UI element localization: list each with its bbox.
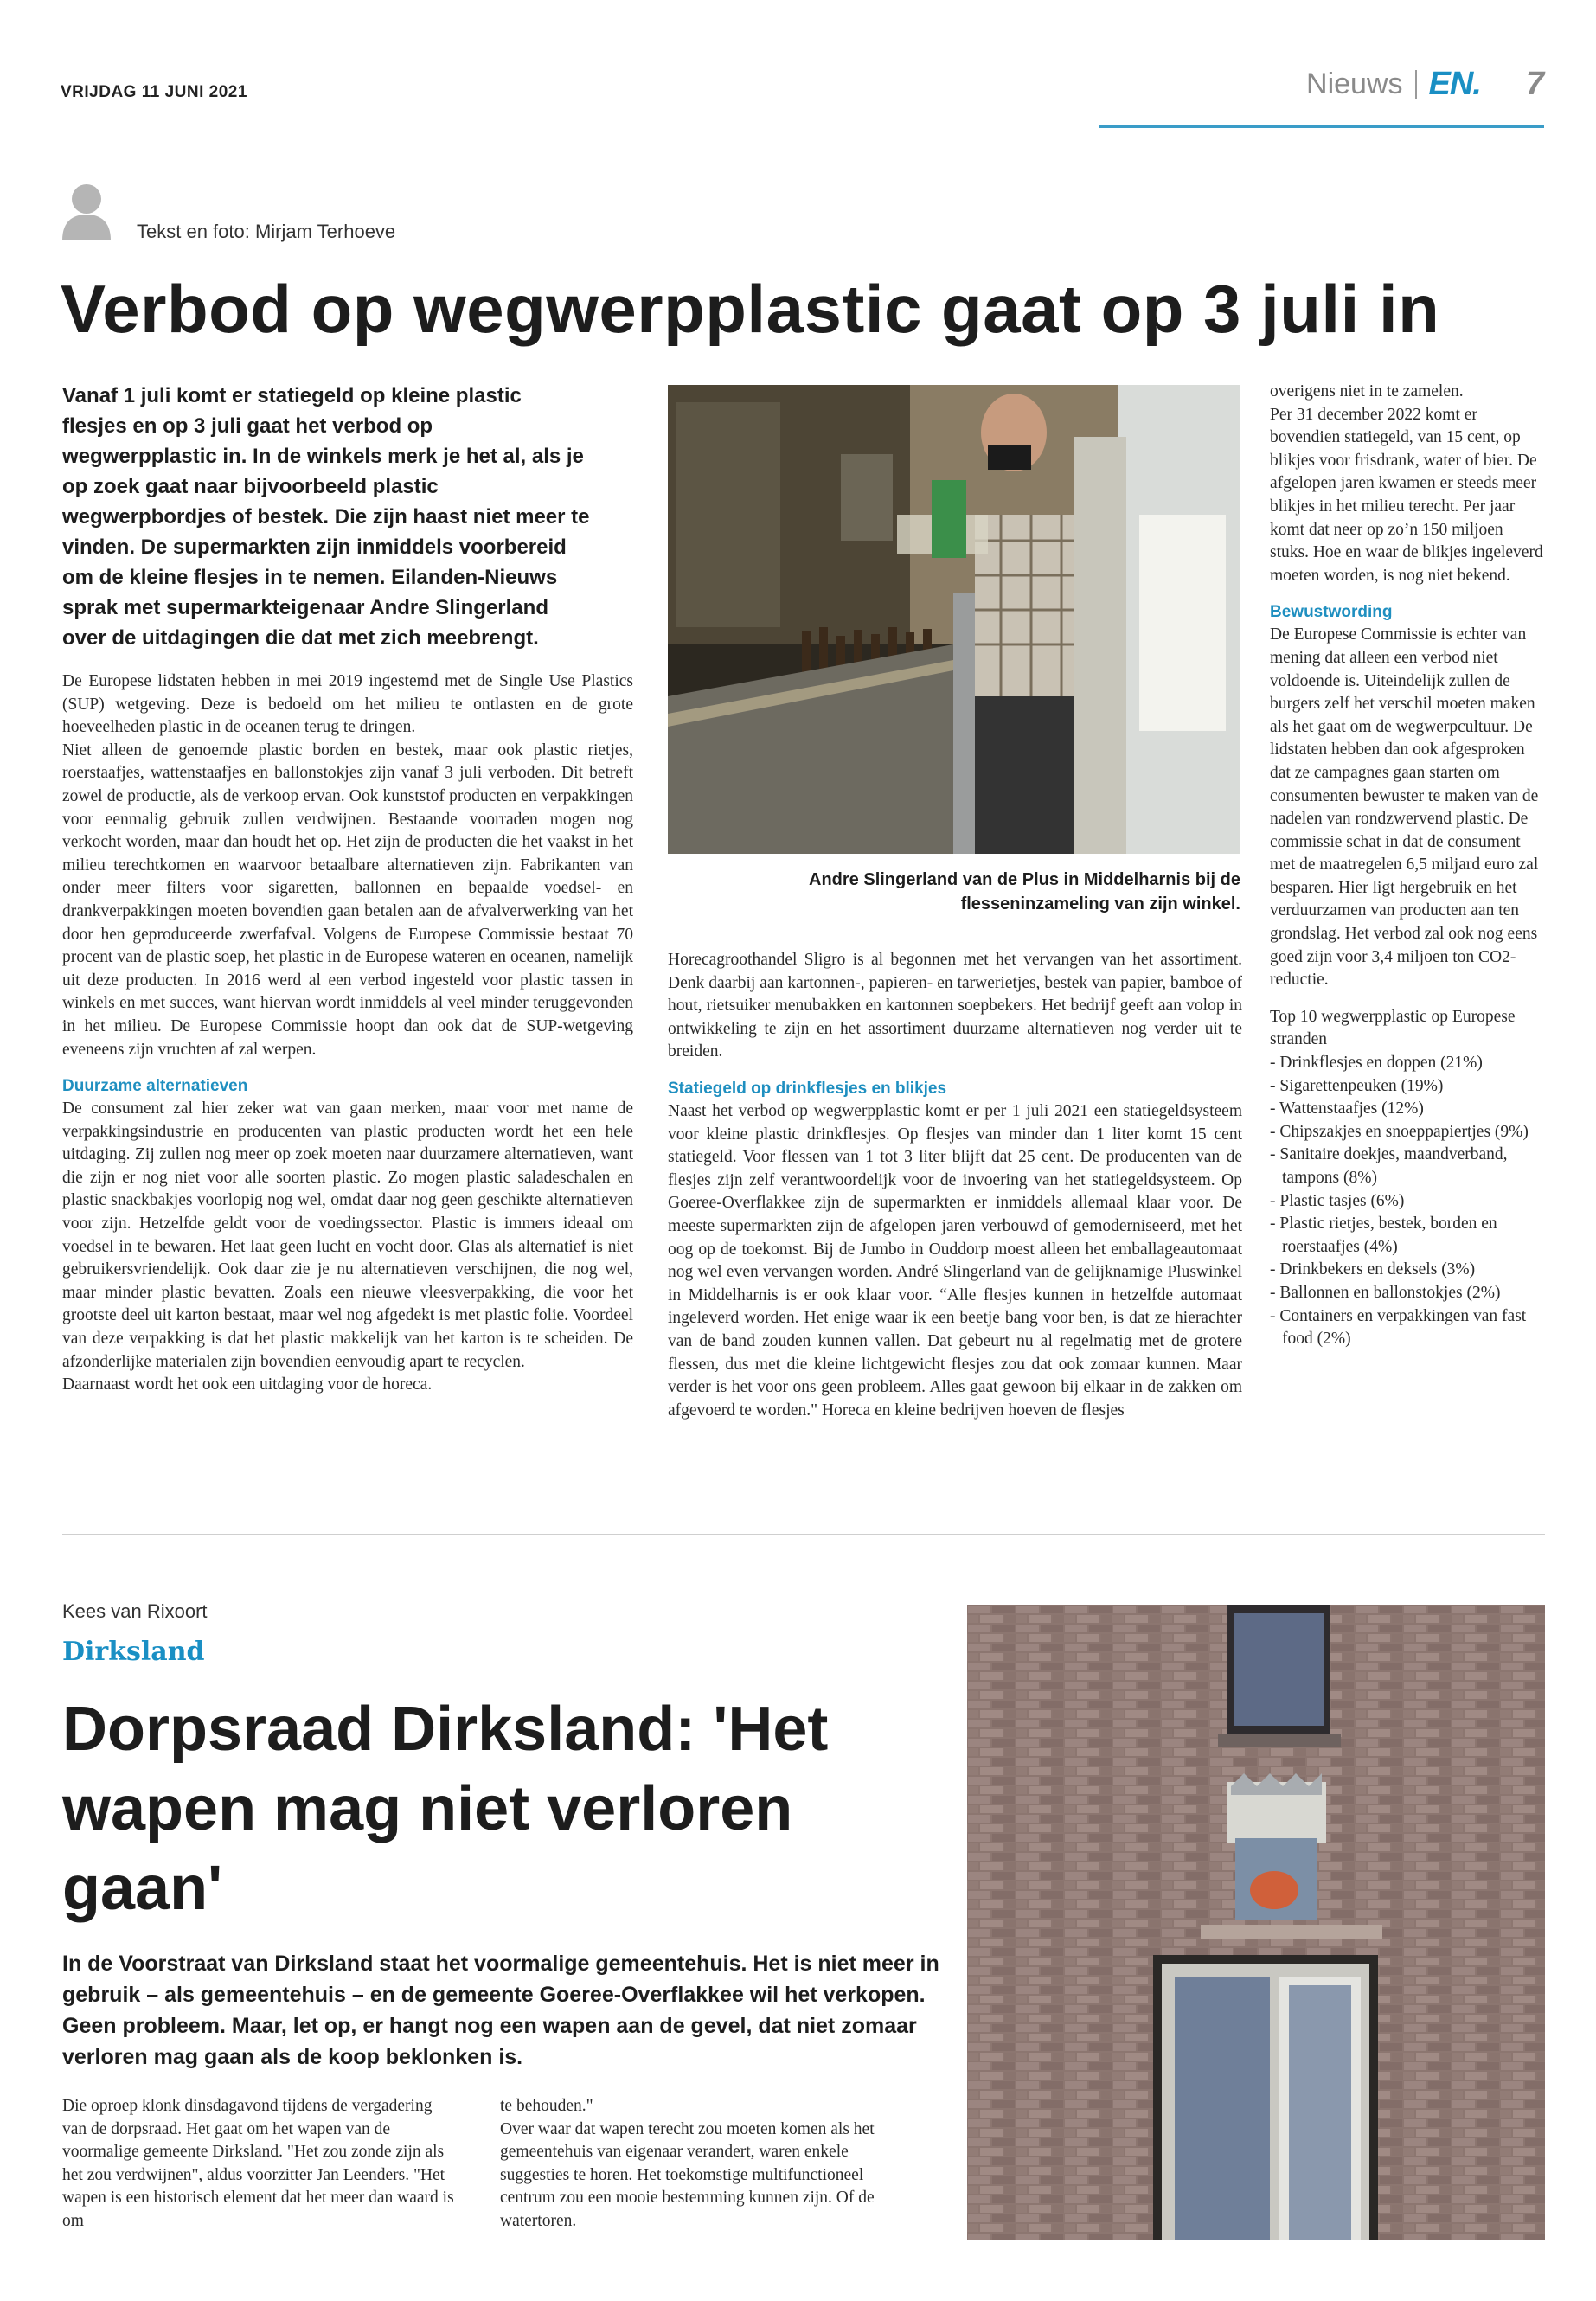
author-avatar-icon [61, 182, 112, 240]
issue-date: VRIJDAG 11 JUNI 2021 [61, 83, 247, 101]
paragraph: Die oproep klonk dinsdagavond tijdens de vergadering van de dorpsraad. Het gaat om het wapen van de voormalige gemeente Dirksland. "Het zou zonde zijn als het zou verdwijnen", aldus voorzitter Jan Leenders. "Het wapen is een historisch element dat het meer dan waard is om [62, 2097, 454, 2230]
paragraph: overigens niet in te zamelen. [1270, 382, 1464, 401]
photo-caption: Andre Slingerland van de Plus in Middelharnis bij de flesseninzameling van zijn winkel. [809, 870, 1240, 913]
paragraph: De Europese Commissie is echter van mening dat alleen een verbod niet voldoende is. Uiteindelijk zullen de burgers zelf het verschil moeten maken als het gaat om de wegwerpcultuur. De lidstaten hebben dan ook afgesproken dat ze campagnes gaan starten om consumenten bewuster te maken van de nadelen van rondzwervend plastic. De commissie schat in dat de consument met de maatregelen 6,5 miljard euro zal besparen. Hier ligt hergebruik en het verduurzamen van producten aan ten grondslag. Het verbod zal ook nog eens goed zijn voor 3,4 miljoen ton CO2-reductie. [1270, 625, 1539, 990]
top10-list-item: - Plastic tasjes (6%) [1270, 1191, 1405, 1210]
supermarket-bottle-collection-photo [668, 385, 1240, 854]
article-column-1 [62, 670, 633, 1397]
article2-column-1 [62, 2095, 460, 2234]
top10-list-item: - Plastic rietjes, bestek, borden en roerstaafjes (4%) [1270, 1215, 1497, 1256]
subheading: Bewustwording [1270, 603, 1393, 622]
paragraph: te behouden." [500, 2097, 593, 2115]
article-column-3 [1270, 381, 1545, 1351]
top10-list-item: - Ballonnen en ballonstokjes (2%) [1270, 1283, 1501, 1302]
header-rule [1099, 125, 1544, 128]
paragraph: Over waar dat wapen terecht zou moeten komen als het gemeentehuis van eigenaar verandert, waren enkele suggesties te horen. Het toekomstige multifunctioneel centrum zou een mooie bestemming kunnen zijn. Of de watertoren. [500, 2119, 875, 2230]
top10-list-item: - Containers en verpakkingen van fast food (2%) [1270, 1306, 1527, 1349]
top10-list-item: - Chipszakjes en snoeppapiertjes (9%) [1270, 1122, 1529, 1141]
header-separator [1415, 70, 1417, 99]
top10-list-item: - Wattenstaafjes (12%) [1270, 1099, 1424, 1118]
article2-byline: Kees van Rixoort [62, 1600, 208, 1622]
article-column-2 [668, 949, 1242, 1422]
top10-list-item: - Sigarettenpeuken (19%) [1270, 1076, 1444, 1095]
paragraph: Naast het verbod op wegwerpplastic komt er per 1 juli 2021 een statiegeldsysteem voor kleine plastic drinkflesjes. Op flesjes van minder dan 1 liter komt 15 cent statiegeld. Voor flessen van 1 tot 3 liter blijft dat 25 cent. De producenten van de flesjes zijn zelf verantwoordelijk voor de invoering van het statiegeldsysteem. Op Goeree-Overflakkee zijn de supermarkten er inmiddels allemaal klaar voor. De meeste supermarkten zijn de afgelopen jaren verbouwd of gemoderniseerd, met het oog op de toekomst. Bij de Jumbo in Ouddorp moest alleen het emballageautomaat nog wel even vervangen worden. André Slingerland van de gelijknamige Pluswinkel in Middelharnis is er ook klaar voor. “Alle flesjes kunnen in hetzelfde automaat ingeleverd worden. Het enige waar ik een beetje bang voor ben, is dat ze hierachter van de band zouden kunnen vallen. Dat gebeurt nu al regelmatig met de grotere flessen, dus met die kleine lichtgewicht flesjes zou dat ook zomaar kunnen. Maar verder is het voor ons geen probleem. Alles gaat gewoon bij elkaar in de zakken om afgevoerd te worden." Horeca en kleine bedrijven hoeven de flesjes [668, 1101, 1242, 1420]
top10-list-item: - Drinkbekers en deksels (3%) [1270, 1260, 1476, 1279]
article2-headline: Dorpsraad Dirksland: 'Het wapen mag niet verloren gaan' [62, 1695, 829, 1923]
paragraph: Per 31 december 2022 komt er bovendien statiegeld, van 15 cent, op blikjes voor frisdrank, water of bier. De afgelopen jaren kwamen er steeds meer blikjes in het milieu terecht. Per jaar komt dat neer op zo’n 150 miljoen stuks. Hoe en waar de blikjes ingeleverd moeten worden, is nog niet bekend. [1270, 405, 1543, 585]
top10-list [1270, 1052, 1545, 1351]
article2-kicker: Dirksland [62, 1637, 205, 1667]
article-headline: Verbod op wegwerpplastic gaat op 3 juli in [61, 271, 1440, 347]
paragraph: De consument zal hier zeker wat van gaan merken, maar voor met name de verpakkingsindustrie en producenten van plastic producten wordt het een hele uitdaging. Zij zullen nog meer op zoek moeten naar duurzamere alternatieven, want die zijn er nog niet voor alle soorten plastic. Zo mogen plastic saladeschalen en plastic snackbakjes voorlopig nog wel, omdat daar nog geen geschikte alternatieven voor zijn. Hetzelfde geldt voor de voedingssector. Plastic is immers ideaal om voedsel in te bewaren. Het laat geen lucht en vocht door. Glas als alternatief is niet gebruikersvriendelijk. Ook daar zie je nu alternatieven verschijnen, die nog wel, maar minder plastic bevatten. Zoals een nieuwe vleesverpakking, die voor het grootste deel uit karton bestaat, maar wel nog afgedekt is met plastic folie. Voordeel van deze verpakking is dat het plastic makkelijk van het karton is te scheiden. De afzonderlijke materialen zijn bovendien eenvoudig apart te recyclen. [62, 1099, 633, 1371]
article-lead: Vanaf 1 juli komt er statiegeld op kleine plastic flesjes en op 3 juli gaat het verbod op wegwerpplastic in. In de winkels merk je het al, als je op zoek gaat naar bijvoorbeeld plastic wegwerpbordjes of bestek. Die zijn haast niet meer te vinden. De supermarkten zijn inmiddels voorbereid om de kleine flesjes in te nemen. Eilanden-Nieuws sprak met supermarkteigenaar Andre Slingerland over de uitdagingen die dat met zich meebrengt. [62, 384, 590, 650]
subheading: Duurzame alternatieven [62, 1077, 248, 1096]
newspaper-logo: EN. [1428, 66, 1481, 102]
paragraph: Horecagroothandel Sligro is al begonnen met het vervangen van het assortiment. Denk daarbij aan kartonnen-, papieren- en tarwerietjes, bestek van papier, bamboe of hout, rietsuiker menubakken en kartonnen soepbekers. Het bedrijf geeft aan volop in ontwikkeling te zijn en het assortiment duurzame alternatieven nog verder uit te breiden. [668, 951, 1242, 1061]
subheading: Statiegeld op drinkflesjes en blikjes [668, 1079, 947, 1098]
section-name: Nieuws [1306, 67, 1403, 100]
article2-lead: In de Voorstraat van Dirksland staat het voormalige gemeentehuis. Het is niet meer in gebruik – als gemeentehuis – en de gemeente Goeree-Overflakkee wil het verkopen. Geen probleem. Maar, let op, er hangt nog een wapen aan de gevel, dat niet zomaar verloren mag gaan als de koop beklonken is. [62, 1952, 939, 2069]
paragraph: De Europese lidstaten hebben in mei 2019 ingestemd met de Single Use Plastics (SUP) wetgeving. Deze is bedoeld om het milieu te ontlasten en de grote hoeveelheden plastic in de oceanen terug te dringen. [62, 672, 633, 737]
article-divider [62, 1534, 1545, 1535]
list-title: Top 10 wegwerpplastic op Europese stranden [1270, 1007, 1516, 1049]
paragraph: Daarnaast wordt het ook een uitdaging voor de horeca. [62, 1375, 433, 1394]
page-header [1306, 61, 1544, 108]
top10-list-item: - Drinkflesjes en doppen (21%) [1270, 1054, 1483, 1073]
page-number: 7 [1525, 66, 1544, 102]
article2-column-2 [500, 2095, 907, 2234]
town-hall-facade-photo [967, 1605, 1545, 2240]
paragraph: Niet alleen de genoemde plastic borden en bestek, maar ook plastic rietjes, roerstaafjes, wattenstaafjes en ballonstokjes zijn vanaf 3 juli verboden. Dit betreft zowel de productie, als de verkoop ervan. Ook kunststof producten en verpakkingen voor eenmalig gebruik zullen verdwijnen. Bestaande voorraden mogen nog verkocht worden, maar dan houdt het op. Het zijn de producten die het vaakst in het milieu terechtkomen en waarvoor betaalbare alternatieven zijn. Fabrikanten van onder meer filters voor sigaretten, ballonnen en bepaalde voedsel- en drankverpakkingen moeten bovendien gaan betalen aan de afvalverwerking van het door hen geproduceerde zwerfafval. Volgens de Europese Commissie bestaat 70 procent van de plastic soep, het plastic in de Europese wateren en oceanen, namelijk uit deze producten. In 2016 werd al een verbod ingesteld voor plastic tassen in winkels en met succes, want hiervan wordt inmiddels al veel minder teruggevonden in het milieu. De Europese Commissie hoopt dan ook dat de SUP-wetgeving eveneens zijn vruchten af zal werpen. [62, 740, 633, 1059]
top10-list-item: - Sanitaire doekjes, maandverband, tampons (8%) [1270, 1145, 1508, 1187]
article-byline: Tekst en foto: Mirjam Terhoeve [137, 221, 396, 242]
